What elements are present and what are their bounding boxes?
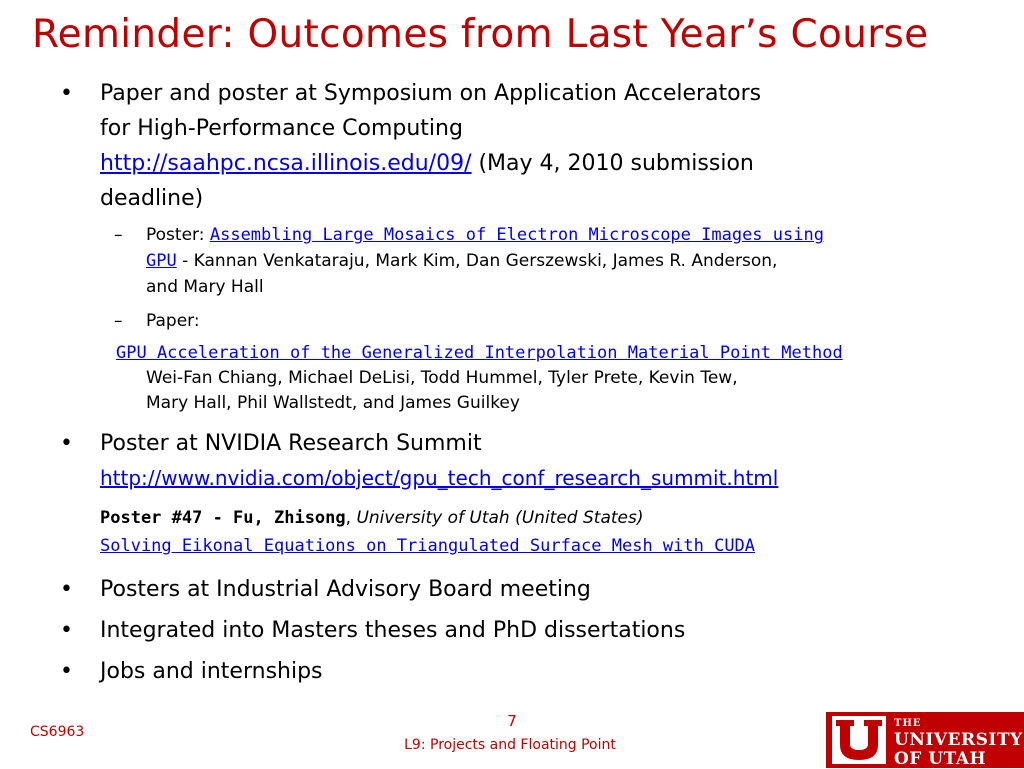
bullet-dot: • bbox=[60, 81, 73, 106]
logo-wordmark bbox=[894, 716, 1023, 769]
bullet-dot: • bbox=[60, 618, 73, 643]
paper-authors-line1: Wei-Fan Chiang, Michael DeLisi, Todd Hummel, Tyler Prete, Kevin Tew, bbox=[146, 368, 738, 388]
slide-content bbox=[60, 76, 960, 689]
bullet-symposium-line2: for High-Performance Computing bbox=[100, 116, 463, 141]
gimp-paper-link[interactable]: GPU Acceleration of the Generalized Interpolation Material Point Method bbox=[116, 343, 843, 363]
sub-bullet-paper bbox=[60, 308, 960, 334]
footer-lecture: L9: Projects and Floating Point bbox=[404, 737, 616, 753]
mosaics-poster-link-cont[interactable]: GPU bbox=[146, 251, 177, 271]
mosaics-poster-link[interactable]: Assembling Large Mosaics of Electron Microscope Images using bbox=[209, 225, 824, 245]
block-u-icon bbox=[832, 716, 886, 764]
paper-authors bbox=[60, 366, 960, 416]
sub-bullet-dash: – bbox=[114, 311, 123, 331]
poster-affiliation: University of Utah (United States) bbox=[356, 508, 644, 528]
poster-comma: , bbox=[345, 508, 357, 528]
sub-bullet-poster bbox=[60, 222, 960, 300]
submission-deadline-text: (May 4, 2010 submission bbox=[471, 151, 754, 176]
bullet-advisory-text: Posters at Industrial Advisory Board meeting bbox=[100, 577, 591, 602]
bullet-dot: • bbox=[60, 431, 73, 456]
poster-id: Poster #47 - Fu, Zhisong bbox=[100, 508, 346, 528]
bullet-symposium bbox=[60, 76, 960, 216]
bullet-jobs bbox=[60, 654, 960, 689]
university-logo bbox=[826, 712, 1024, 768]
sub-bullet-dash: – bbox=[114, 225, 123, 245]
footer-course: CS6963 bbox=[30, 724, 85, 740]
footer-page-number: 7 bbox=[507, 712, 517, 730]
bullet-symposium-line4: deadline) bbox=[100, 186, 204, 211]
bullet-advisory bbox=[60, 572, 960, 607]
poster-authors: - Kannan Venkataraju, Mark Kim, Dan Gerszewski, James R. Anderson, bbox=[176, 251, 778, 271]
bullet-dot: • bbox=[60, 659, 73, 684]
bullet-nvidia bbox=[60, 426, 960, 496]
bullet-theses bbox=[60, 613, 960, 648]
poster-label: Poster: bbox=[146, 225, 210, 245]
logo-university: UNIVERSITY bbox=[894, 730, 1023, 750]
bullet-jobs-text: Jobs and internships bbox=[100, 659, 323, 684]
slide-title: Reminder: Outcomes from Last Year’s Course bbox=[32, 12, 929, 57]
paper-authors-line2: Mary Hall, Phil Wallstedt, and James Guilkey bbox=[146, 393, 520, 413]
bullet-nvidia-text: Poster at NVIDIA Research Summit bbox=[100, 431, 482, 456]
saahpc-link[interactable]: http://saahpc.ncsa.illinois.edu/09/ bbox=[100, 151, 472, 176]
paper-label: Paper: bbox=[146, 311, 200, 331]
logo-the: THE bbox=[894, 718, 922, 729]
bullet-theses-text: Integrated into Masters theses and PhD dissertations bbox=[100, 618, 686, 643]
eikonal-poster-link[interactable]: Solving Eikonal Equations on Triangulated Surface Mesh with CUDA bbox=[100, 536, 756, 556]
bullet-symposium-line1: Paper and poster at Symposium on Application Accelerators bbox=[100, 81, 762, 106]
logo-of-utah: OF UTAH bbox=[894, 749, 987, 769]
nvidia-poster-details bbox=[60, 504, 960, 560]
nvidia-summit-link[interactable]: http://www.nvidia.com/object/gpu_tech_conf_research_summit.html bbox=[100, 466, 779, 490]
poster-authors-cont: and Mary Hall bbox=[146, 277, 264, 297]
bullet-dot: • bbox=[60, 577, 73, 602]
